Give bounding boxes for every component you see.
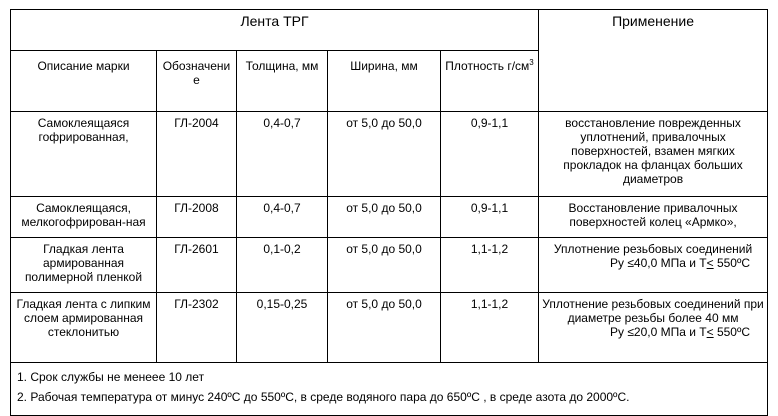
header-row-1 bbox=[11, 10, 768, 51]
application-conditions: Ру ≤40,0 МПа и Т bbox=[610, 256, 707, 270]
note-operating-temperature: 2. Рабочая температура от минус 240ºС до 550ºС, в среде водяного пара до 650ºС , в среде азота до 2000ºС. bbox=[17, 390, 630, 404]
col-thickness-header: Толщина, мм bbox=[237, 51, 328, 112]
application-line-1: Уплотнение резьбовых соединений при диаметре резьбы более 40 мм bbox=[542, 297, 764, 325]
row-density: 1,1-1,2 bbox=[441, 238, 539, 293]
col-width-header: Ширина, мм bbox=[328, 51, 441, 112]
row-thickness: 0,1-0,2 bbox=[237, 238, 328, 293]
row-description: Гладкая лента с липким слоем армированная стеклонитью bbox=[11, 293, 157, 363]
less-equal-sign: < bbox=[706, 325, 714, 339]
density-header-text: Плотность г/см bbox=[445, 59, 530, 73]
less-equal-sign: < bbox=[706, 256, 714, 270]
table-row bbox=[11, 112, 768, 197]
row-designation: ГЛ-2008 bbox=[157, 197, 237, 238]
row-width: от 5,0 до 50,0 bbox=[328, 293, 441, 363]
application-line-1: Уплотнение резьбовых соединений bbox=[553, 242, 753, 256]
row-thickness: 0,4-0,7 bbox=[237, 197, 328, 238]
row-description: Гладкая лента армированная полимерной пленкой bbox=[11, 238, 157, 293]
application-header: Применение bbox=[539, 10, 768, 112]
row-application bbox=[539, 293, 768, 363]
group-title: Лента ТРГ bbox=[11, 10, 539, 51]
application-line-2 bbox=[542, 256, 764, 270]
density-header-sup: 3 bbox=[529, 58, 534, 67]
row-width: от 5,0 до 50,0 bbox=[328, 197, 441, 238]
notes-row bbox=[11, 363, 768, 416]
application-temperature: 550ºС bbox=[713, 325, 751, 339]
note-service-life: 1. Срок службы не менеее 10 лет bbox=[17, 370, 205, 384]
col-description-header: Описание марки bbox=[11, 51, 157, 112]
row-density: 1,1-1,2 bbox=[441, 293, 539, 363]
row-density: 0,9-1,1 bbox=[441, 197, 539, 238]
col-density-header bbox=[441, 51, 539, 112]
row-width: от 5,0 до 50,0 bbox=[328, 112, 441, 197]
application-conditions: Ру ≤20,0 МПа и Т bbox=[610, 325, 707, 339]
table-row bbox=[11, 293, 768, 363]
row-designation: ГЛ-2601 bbox=[157, 238, 237, 293]
table-row bbox=[11, 238, 768, 293]
row-application: восстановление поврежденных уплотнений, привалочных поверхностей, взамен мягких прокладок на фланцах больших диаметров bbox=[539, 112, 768, 197]
application-temperature: 550ºС bbox=[713, 256, 751, 270]
row-description: Самоклеящаяся гофрированная, bbox=[11, 112, 157, 197]
row-designation: ГЛ-2004 bbox=[157, 112, 237, 197]
table-row bbox=[11, 197, 768, 238]
application-line-2 bbox=[542, 325, 764, 339]
row-width: от 5,0 до 50,0 bbox=[328, 238, 441, 293]
row-description: Самоклеящаяся, мелкогофрирован-ная bbox=[11, 197, 157, 238]
spec-table-container bbox=[10, 9, 768, 416]
row-thickness: 0,4-0,7 bbox=[237, 112, 328, 197]
row-application bbox=[539, 238, 768, 293]
col-designation-header: Обозначение bbox=[157, 51, 237, 112]
trg-tape-spec-table bbox=[10, 9, 768, 416]
row-thickness: 0,15-0,25 bbox=[237, 293, 328, 363]
notes-cell bbox=[11, 363, 768, 416]
row-application: Восстановление привалочных поверхностей колец «Армко», bbox=[539, 197, 768, 238]
row-density: 0,9-1,1 bbox=[441, 112, 539, 197]
row-designation: ГЛ-2302 bbox=[157, 293, 237, 363]
